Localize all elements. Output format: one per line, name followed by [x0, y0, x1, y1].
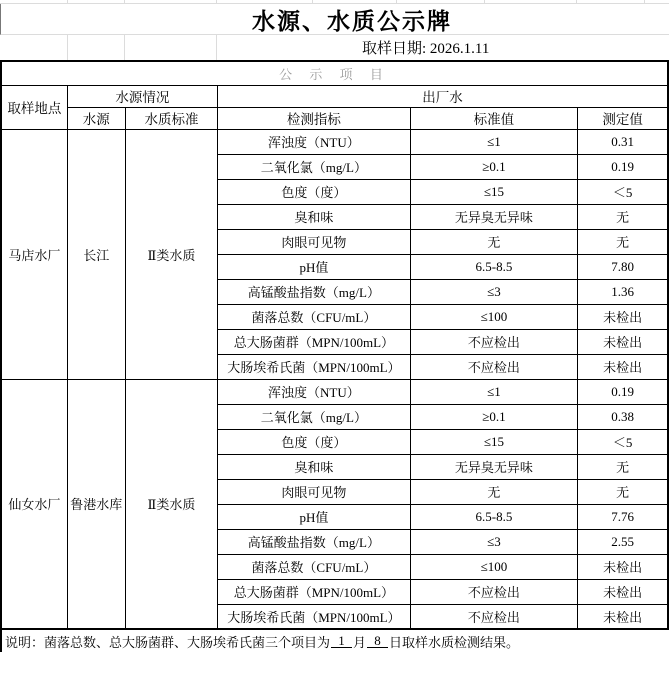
- indicator-cell: pH值: [218, 254, 411, 279]
- footnote-suffix: 取样水质检测结果。: [402, 634, 520, 650]
- section-title-row: [1, 61, 668, 85]
- sample-date: [362, 37, 489, 58]
- measured-value-cell: 7.80: [578, 254, 668, 279]
- header-standard-value: 标准值: [410, 107, 577, 129]
- indicator-cell: pH值: [218, 504, 411, 529]
- indicator-cell: 高锰酸盐指数（mg/L）: [218, 279, 411, 304]
- plant-quality-standard: Ⅱ类水质: [125, 129, 217, 379]
- measured-value-cell: 无: [578, 454, 668, 479]
- measured-value-cell: 2.55: [578, 529, 668, 554]
- sample-date-row: [0, 35, 669, 60]
- header-row-2: [1, 107, 668, 129]
- indicator-cell: 色度（度）: [218, 179, 411, 204]
- indicator-cell: 浑浊度（NTU）: [218, 129, 411, 154]
- plant-location: 仙女水厂: [1, 379, 67, 629]
- standard-value-cell: ≤1: [410, 129, 577, 154]
- standard-value-cell: 不应检出: [410, 604, 577, 629]
- measured-value-cell: 未检出: [578, 554, 668, 579]
- measured-value-cell: 未检出: [578, 354, 668, 379]
- footnote: [0, 630, 669, 652]
- standard-value-cell: 不应检出: [410, 354, 577, 379]
- standard-value-cell: ≤100: [410, 554, 577, 579]
- standard-value-cell: 无: [410, 229, 577, 254]
- standard-value-cell: ≤3: [410, 279, 577, 304]
- standard-value-cell: ≤100: [410, 304, 577, 329]
- measured-value-cell: 未检出: [578, 329, 668, 354]
- header-measured-value: 测定值: [578, 107, 668, 129]
- measured-value-cell: 0.38: [578, 404, 668, 429]
- indicator-cell: 菌落总数（CFU/mL）: [218, 304, 411, 329]
- indicator-cell: 菌落总数（CFU/mL）: [218, 554, 411, 579]
- footnote-prefix: 说明：菌落总数、总大肠菌群、大肠埃希氏菌三个项目为: [5, 634, 331, 650]
- measured-value-cell: 无: [578, 479, 668, 504]
- table-row: [1, 129, 668, 154]
- indicator-cell: 浑浊度（NTU）: [218, 379, 411, 404]
- standard-value-cell: ≤3: [410, 529, 577, 554]
- indicator-cell: 总大肠菌群（MPN/100mL）: [218, 329, 411, 354]
- spreadsheet-gridline-strip: [0, 0, 669, 4]
- indicator-cell: 大肠埃希氏菌（MPN/100mL）: [218, 354, 411, 379]
- indicator-cell: 肉眼可见物: [218, 229, 411, 254]
- standard-value-cell: 6.5-8.5: [410, 504, 577, 529]
- measured-value-cell: 未检出: [578, 604, 668, 629]
- header-quality-standard: 水质标准: [125, 107, 217, 129]
- header-source-group: 水源情况: [67, 85, 217, 107]
- header-effluent-group: 出厂水: [218, 85, 668, 107]
- indicator-cell: 肉眼可见物: [218, 479, 411, 504]
- measured-value-cell: 未检出: [578, 579, 668, 604]
- indicator-cell: 二氧化氯（mg/L）: [218, 404, 411, 429]
- header-source: 水源: [67, 107, 125, 129]
- sample-date-value: 2026.1.11: [429, 41, 490, 57]
- standard-value-cell: ≥0.1: [410, 154, 577, 179]
- standard-value-cell: ≤15: [410, 429, 577, 454]
- indicator-cell: 总大肠菌群（MPN/100mL）: [218, 579, 411, 604]
- measured-value-cell: ＜5: [578, 429, 668, 454]
- footnote-day-blank: 8: [367, 634, 388, 649]
- standard-value-cell: 不应检出: [410, 579, 577, 604]
- indicator-cell: 大肠埃希氏菌（MPN/100mL）: [218, 604, 411, 629]
- measured-value-cell: 无: [578, 229, 668, 254]
- standard-value-cell: ≤15: [410, 179, 577, 204]
- measured-value-cell: 7.76: [578, 504, 668, 529]
- page-title: 水源、水质公示牌: [0, 4, 669, 35]
- header-row-1: [1, 85, 668, 107]
- table-row: [1, 379, 668, 404]
- measured-value-cell: 0.19: [578, 379, 668, 404]
- indicator-cell: 臭和味: [218, 454, 411, 479]
- header-location: 取样地点: [1, 85, 67, 129]
- measured-value-cell: 1.36: [578, 279, 668, 304]
- footnote-day-unit: 日: [389, 634, 403, 650]
- plant-source: 长江: [67, 129, 125, 379]
- standard-value-cell: 无异臭无异味: [410, 454, 577, 479]
- measured-value-cell: 未检出: [578, 304, 668, 329]
- plant-location: 马店水厂: [1, 129, 67, 379]
- indicator-cell: 高锰酸盐指数（mg/L）: [218, 529, 411, 554]
- header-indicator: 检测指标: [218, 107, 411, 129]
- standard-value-cell: ≤1: [410, 379, 577, 404]
- standard-value-cell: 无: [410, 479, 577, 504]
- footnote-month-unit: 月: [353, 634, 367, 650]
- standard-value-cell: 无异臭无异味: [410, 204, 577, 229]
- standard-value-cell: 6.5-8.5: [410, 254, 577, 279]
- indicator-cell: 二氧化氯（mg/L）: [218, 154, 411, 179]
- measured-value-cell: ＜5: [578, 179, 668, 204]
- standard-value-cell: 不应检出: [410, 329, 577, 354]
- measured-value-cell: 无: [578, 204, 668, 229]
- indicator-cell: 臭和味: [218, 204, 411, 229]
- plant-quality-standard: Ⅱ类水质: [125, 379, 217, 629]
- water-quality-table: [0, 60, 669, 630]
- measured-value-cell: 0.19: [578, 154, 668, 179]
- plant-source: 鲁港水库: [67, 379, 125, 629]
- indicator-cell: 色度（度）: [218, 429, 411, 454]
- footnote-month-blank: 1: [331, 634, 352, 649]
- standard-value-cell: ≥0.1: [410, 404, 577, 429]
- measured-value-cell: 0.31: [578, 129, 668, 154]
- sample-date-label: 取样日期:: [362, 41, 427, 57]
- section-title: 公 示 项 目: [1, 61, 668, 85]
